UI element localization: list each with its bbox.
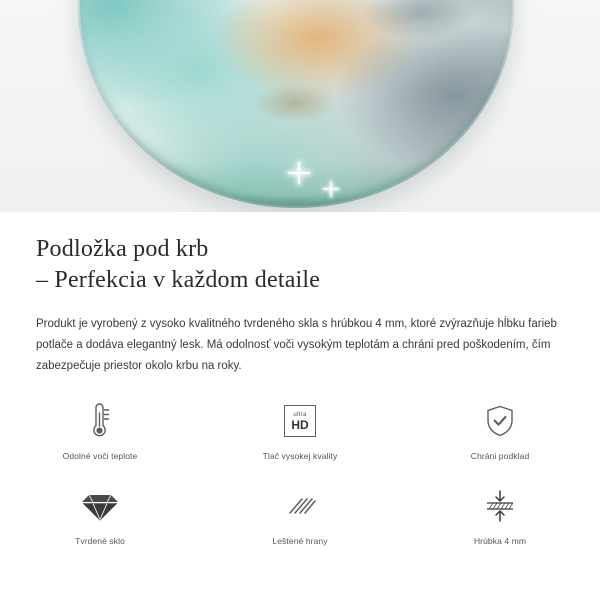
feature-label: Hrúbka 4 mm: [473, 536, 527, 546]
glass-pad-image: [78, 0, 514, 208]
thermometer-icon: [83, 399, 117, 443]
feature-item-heat-resistance: [0, 395, 200, 480]
ultra-hd-icon: [284, 399, 316, 443]
feature-grid: [0, 395, 600, 565]
shield-check-icon: [483, 399, 517, 443]
feature-item-polished-edges: [200, 480, 400, 565]
feature-label: Chráni podklad: [470, 451, 530, 461]
feature-label: Tlač vysokej kvality: [262, 451, 338, 461]
ultra-hd-badge-bottom: HD: [291, 417, 309, 432]
diamond-icon: [81, 484, 119, 528]
feature-item-surface-protection: [400, 395, 600, 480]
text-content: [0, 212, 600, 377]
polished-edges-icon: [282, 484, 318, 528]
feature-item-print-quality: [200, 395, 400, 480]
ultra-hd-badge-top: ultra: [293, 411, 307, 418]
page-title: [0, 212, 600, 296]
description-paragraph: Produkt je vyrobený z vysoko kvalitného tvrdeného skla s hrúbkou 4 mm, ktoré zvýrazňuje hĺbku farieb potlače a dodáva elegantný lesk. Má odolnosť voči vysokým teplotám a chráni pred poškodením, čím zabezpečuje priestor okolo krbu na roky.: [36, 318, 557, 372]
feature-label: Odolné voči teplote: [62, 451, 138, 461]
ultra-hd-badge: [284, 405, 316, 437]
feature-item-thickness: [400, 480, 600, 565]
feature-item-tempered-glass: [0, 480, 200, 565]
page-title-line-1: Podložka pod krb: [36, 236, 209, 262]
feature-label: Tvrdené sklo: [75, 536, 125, 546]
hero-image: [0, 0, 600, 212]
page-title-line-2: – Perfekcia v každom detaile: [36, 267, 321, 293]
thickness-arrows-icon: [480, 484, 520, 528]
feature-label: Leštené hrany: [272, 536, 328, 546]
